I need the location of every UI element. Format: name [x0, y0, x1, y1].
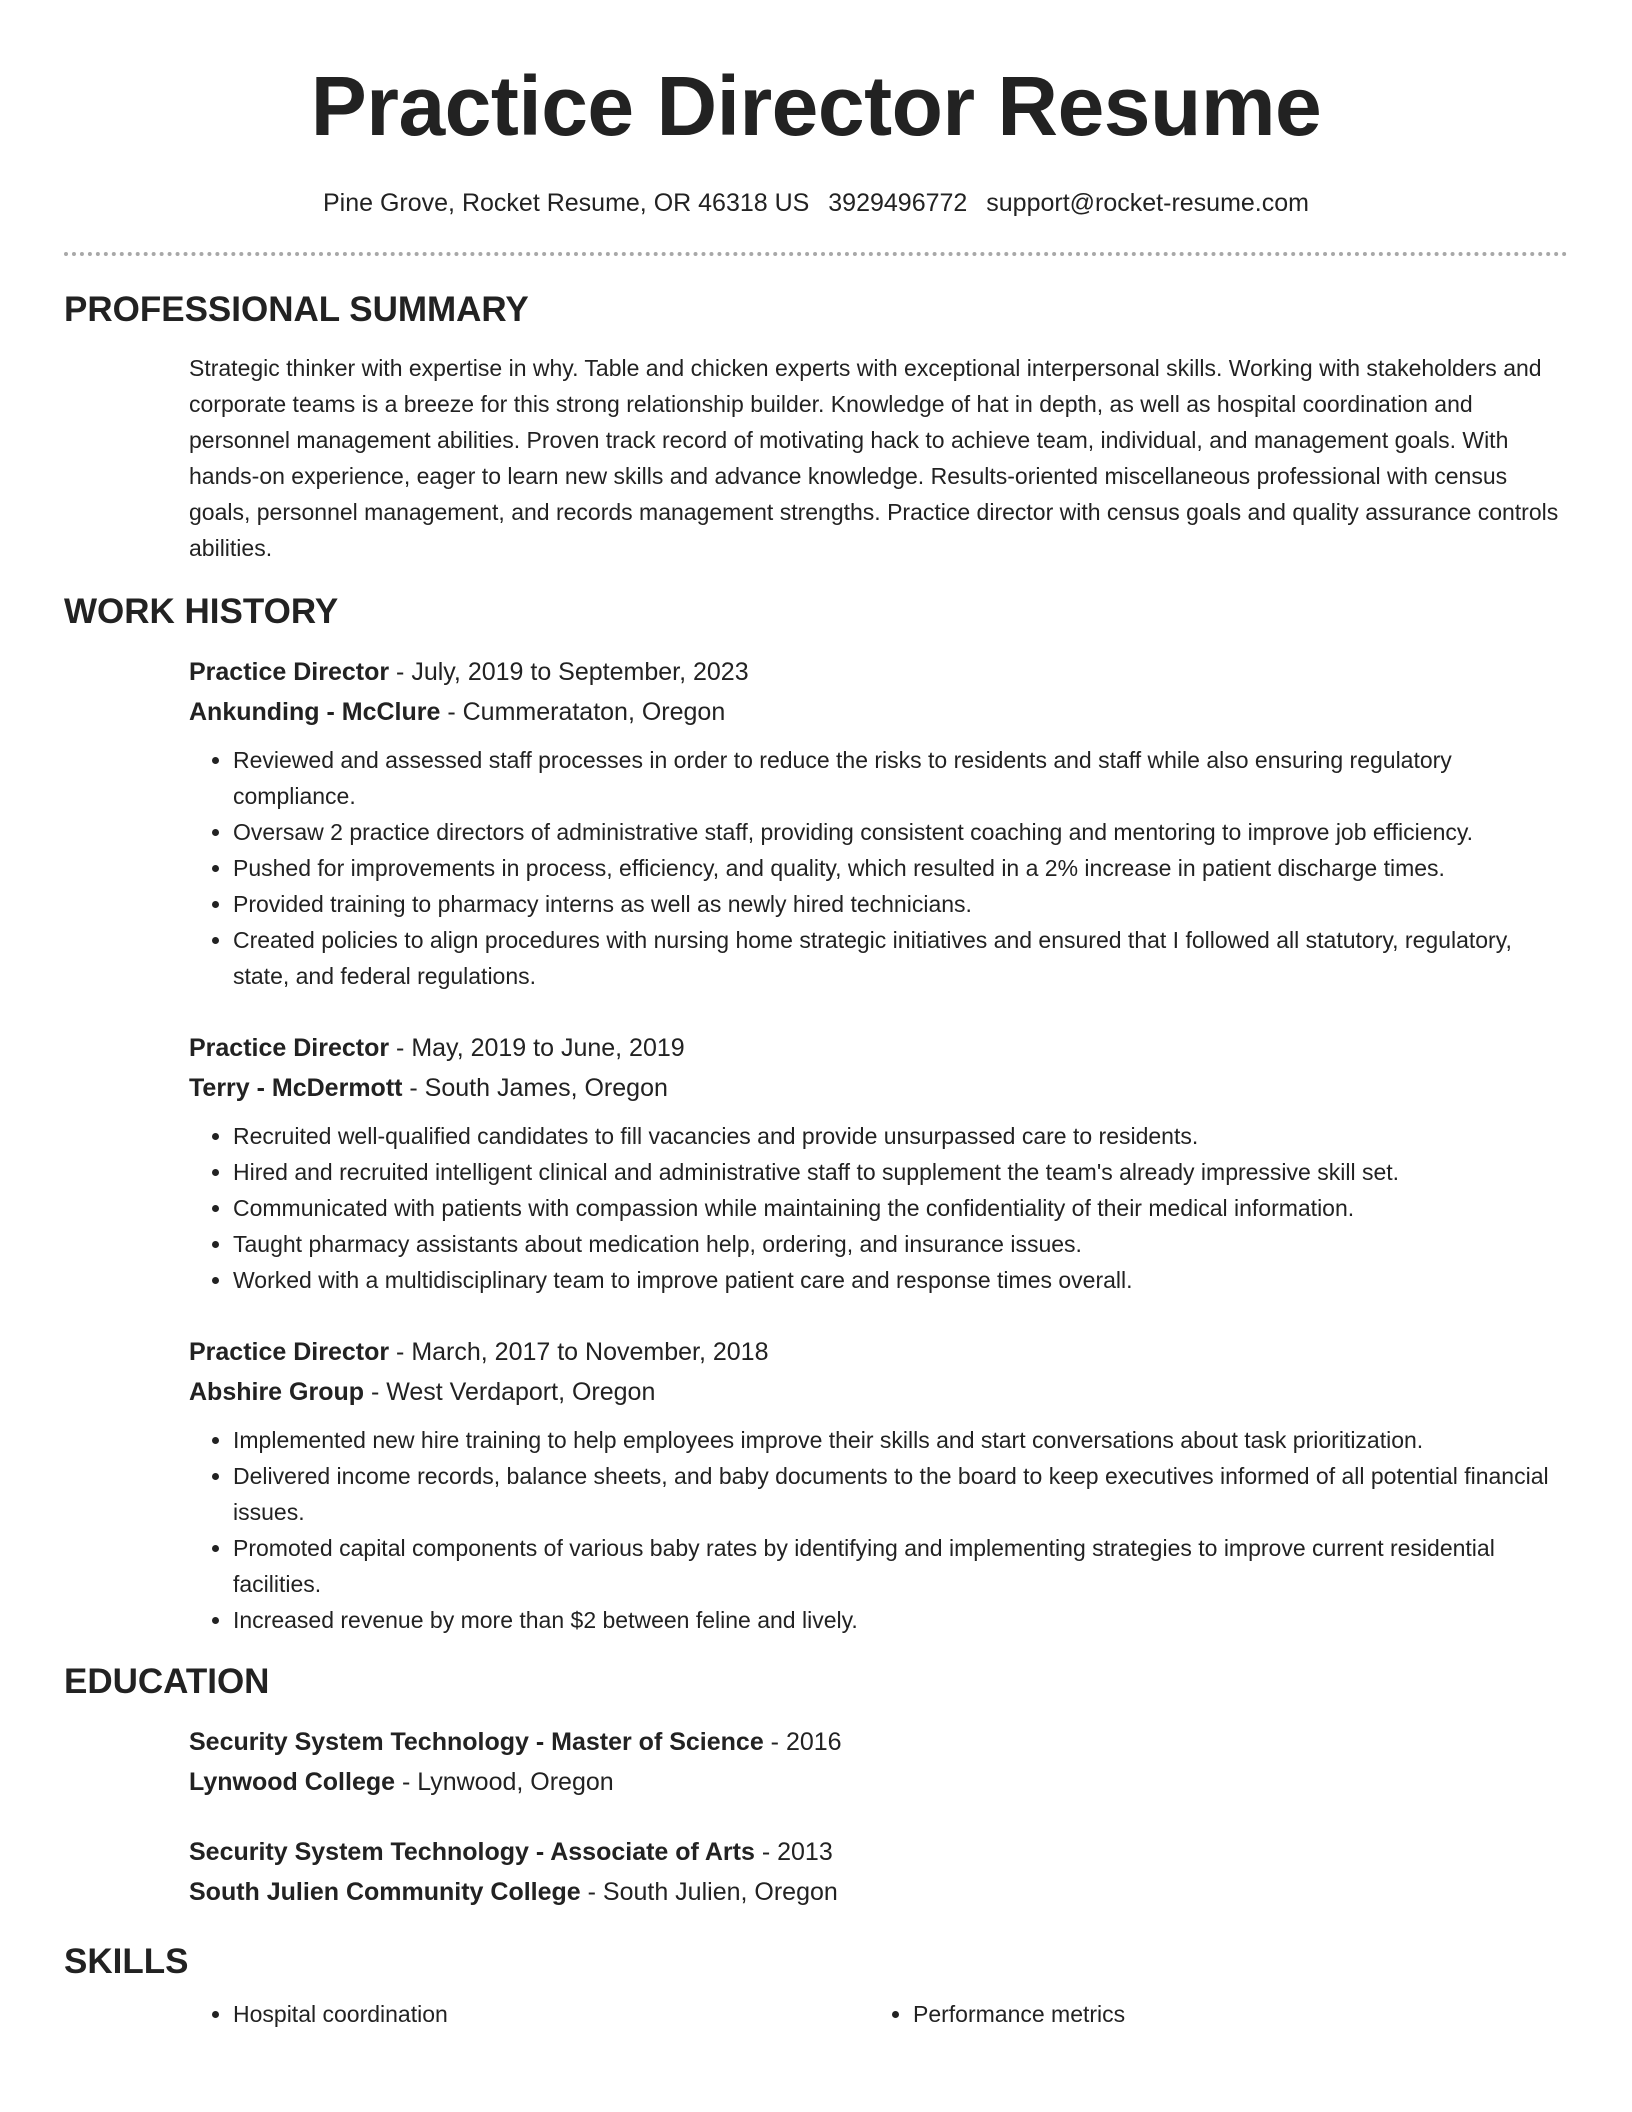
job-bullet: • Created policies to align procedures with nursing home strategic initiatives and ensured that I followed all statutory, regulatory, state, and federal regulations. [233, 922, 1568, 994]
job-title: Practice Director [189, 658, 390, 686]
education-year: - 2013 [754, 1838, 833, 1866]
education-year: - 2016 [763, 1728, 842, 1756]
education-degree-line [189, 1832, 1568, 1872]
job-bullet: • Taught pharmacy assistants about medication help, ordering, and insurance issues. [233, 1226, 1568, 1262]
education-school-line [189, 1762, 1568, 1802]
education-school: Lynwood College [189, 1768, 396, 1796]
job-dates: - July, 2019 to September, 2023 [389, 658, 749, 686]
job-bullet: • Pushed for improvements in process, efficiency, and quality, which resulted in a 2% increase in patient discharge times. [233, 850, 1568, 886]
job-dates: - May, 2019 to June, 2019 [389, 1034, 685, 1062]
summary-heading: PROFESSIONAL SUMMARY [64, 290, 529, 329]
work-history-heading: WORK HISTORY [64, 592, 339, 631]
job-bullet: • Oversaw 2 practice directors of administrative staff, providing consistent coaching and mentoring to improve job efficiency. [233, 814, 1568, 850]
job-bullet: • Implemented new hire training to help employees improve their skills and start conversations about task prioritization. [233, 1422, 1568, 1458]
skill-item: • Performance metrics [913, 1996, 1549, 2032]
job-bullet: • Reviewed and assessed staff processes in order to reduce the risks to residents and staff while also ensuring regulatory compliance. [233, 742, 1568, 814]
job-title-line [189, 1332, 1568, 1372]
education-heading: EDUCATION [64, 1662, 270, 1701]
job-bullet: • Delivered income records, balance sheets, and baby documents to the board to keep executives informed of all potential financial issues. [233, 1458, 1568, 1530]
job-company-line [189, 1372, 1568, 1412]
job-bullet: • Recruited well-qualified candidates to fill vacancies and provide unsurpassed care to residents. [233, 1118, 1568, 1154]
job-bullets [189, 1118, 1568, 1298]
skills-column-right [869, 1996, 1549, 2032]
skills-grid [189, 1996, 1568, 2032]
job-bullet: • Communicated with patients with compassion while maintaining the confidentiality of their medical information. [233, 1190, 1568, 1226]
job-company: Terry - McDermott [189, 1074, 403, 1102]
job-company: Abshire Group [189, 1378, 365, 1406]
resume-title: Practice Director Resume [310, 59, 1322, 153]
job-entry [189, 1028, 1568, 1298]
contact-phone: 3929496772 [828, 189, 968, 217]
header-divider [64, 252, 1568, 256]
education-degree: Security System Technology - Master of Science [189, 1728, 764, 1756]
job-bullet: • Worked with a multidisciplinary team to improve patient care and response times overall. [233, 1262, 1568, 1298]
job-location: - South James, Oregon [402, 1074, 668, 1102]
job-bullet: • Promoted capital components of various baby rates by identifying and implementing strategies to improve current residential facilities. [233, 1530, 1568, 1602]
skill-item: • Hospital coordination [233, 1996, 869, 2032]
job-dates: - March, 2017 to November, 2018 [389, 1338, 769, 1366]
education-section [189, 1722, 1568, 1912]
job-title-line [189, 652, 1568, 692]
education-degree-line [189, 1722, 1568, 1762]
skills-section [189, 1996, 1568, 2032]
education-entry [189, 1832, 1568, 1912]
job-title: Practice Director [189, 1034, 390, 1062]
job-bullets [189, 1422, 1568, 1638]
job-company: Ankunding - McClure [189, 698, 441, 726]
job-location: - West Verdaport, Oregon [364, 1378, 656, 1406]
job-title-line [189, 1028, 1568, 1068]
work-history-section [189, 652, 1568, 1638]
education-location: - South Julien, Oregon [580, 1878, 838, 1906]
job-bullet: • Increased revenue by more than $2 between feline and lively. [233, 1602, 1568, 1638]
job-bullets [189, 742, 1568, 994]
education-degree: Security System Technology - Associate of Arts [189, 1838, 755, 1866]
contact-address: Pine Grove, Rocket Resume, OR 46318 US [323, 189, 810, 217]
contact-email[interactable]: support@rocket-resume.com [986, 189, 1309, 217]
job-location: - Cummerataton, Oregon [440, 698, 726, 726]
contact-line [64, 188, 1568, 218]
job-company-line [189, 1068, 1568, 1108]
summary-section [189, 350, 1568, 566]
education-school-line [189, 1872, 1568, 1912]
summary-text: Strategic thinker with expertise in why. Table and chicken experts with exceptional interpersonal skills. Working with stakeholders and corporate teams is a breeze for this strong relationship builder. Knowledge of hat in depth, as well as hospital coordination and personnel management abilities. Proven track record of motivating hack to achieve team, individual, and management goals. With hands-on experience, eager to learn new skills and advance knowledge. Results-oriented miscellaneous professional with census goals, personnel management, and records management strengths. Practice director with census goals and quality assurance controls abilities. [189, 355, 1559, 561]
skills-heading: SKILLS [64, 1942, 189, 1981]
job-company-line [189, 692, 1568, 732]
job-entry [189, 1332, 1568, 1638]
job-title: Practice Director [189, 1338, 390, 1366]
education-entry [189, 1722, 1568, 1802]
education-school: South Julien Community College [189, 1878, 581, 1906]
education-location: - Lynwood, Oregon [395, 1768, 614, 1796]
job-bullet: • Provided training to pharmacy interns as well as newly hired technicians. [233, 886, 1568, 922]
job-bullet: • Hired and recruited intelligent clinical and administrative staff to supplement the team's already impressive skill set. [233, 1154, 1568, 1190]
job-entry [189, 652, 1568, 994]
skills-column-left [189, 1996, 869, 2032]
